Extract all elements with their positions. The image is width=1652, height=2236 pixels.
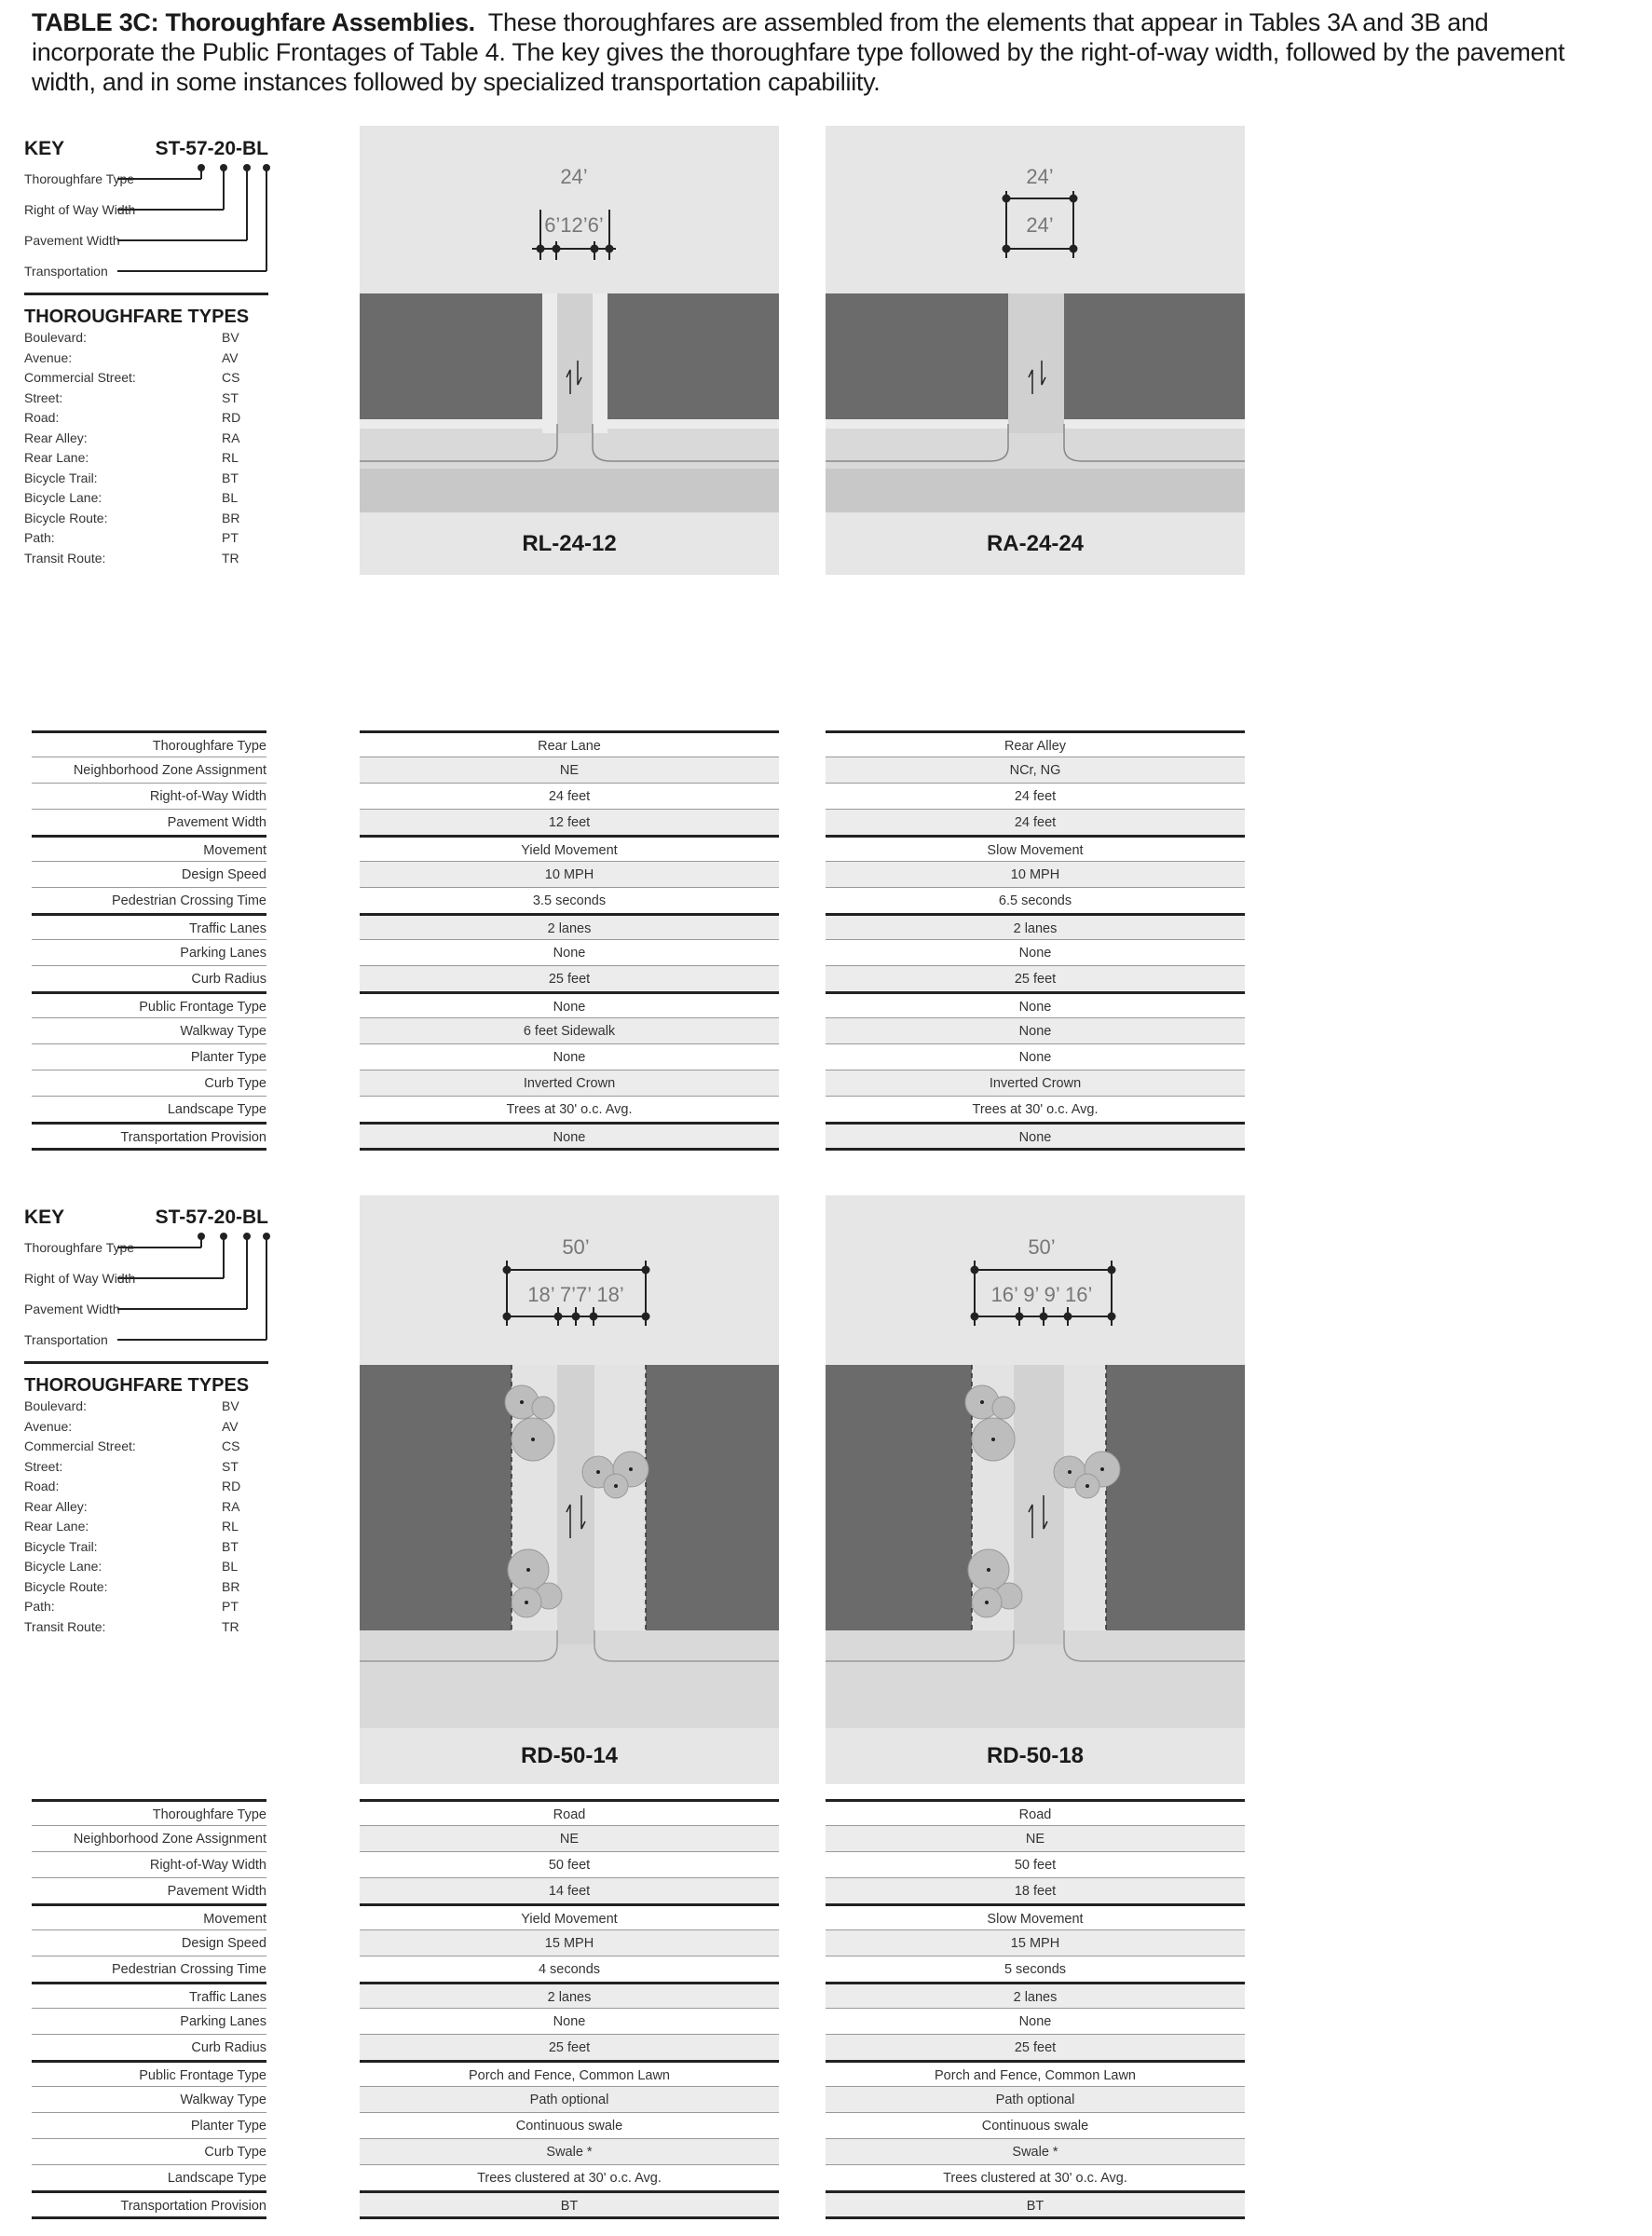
table-cell: Road — [360, 1799, 779, 1825]
table-cell: 15 MPH — [360, 1929, 779, 1956]
type-row — [24, 528, 268, 549]
table-cell: None — [826, 1122, 1245, 1148]
type-name: Bicycle Route: — [24, 1578, 108, 1594]
row-label: Curb Type — [32, 1070, 266, 1096]
table-cell: 2 lanes — [360, 1982, 779, 2008]
table-cell: Trees at 30' o.c. Avg. — [826, 1096, 1245, 1122]
table-cell: Slow Movement — [826, 1903, 1245, 1929]
table-cell: 25 feet — [826, 965, 1245, 991]
row-label: Public Frontage Type — [32, 2060, 266, 2086]
type-row — [24, 1557, 268, 1577]
key-line: Right of Way Width — [24, 202, 136, 217]
table-cell: None — [826, 939, 1245, 965]
type-code: BT — [222, 1538, 239, 1554]
type-name: Avenue: — [24, 1418, 73, 1434]
type-row — [24, 1517, 268, 1537]
row-label: Public Frontage Type — [32, 991, 266, 1017]
key-code: ST-57-20-BL — [155, 1207, 268, 1228]
table-cell: Swale * — [360, 2138, 779, 2164]
table-cell: 10 MPH — [826, 861, 1245, 887]
row-width-label: 50’ — [1028, 1235, 1056, 1259]
row-label: Curb Radius — [32, 965, 266, 991]
type-code: RD — [222, 410, 241, 425]
type-name: Road: — [24, 1479, 60, 1493]
table-cell: 6.5 seconds — [826, 887, 1245, 913]
type-name: Rear Lane: — [24, 1519, 89, 1534]
type-row — [24, 1457, 268, 1478]
table-cell: BT — [360, 2190, 779, 2216]
row-labels — [32, 1799, 266, 2219]
table-cell: None — [360, 1043, 779, 1070]
type-row — [24, 509, 268, 529]
thoroughfare-code: RA-24-24 — [826, 512, 1245, 575]
table-cell: Trees at 30' o.c. Avg. — [360, 1096, 779, 1122]
key-line: Thoroughfare Type — [24, 1240, 135, 1255]
type-row — [24, 549, 268, 569]
type-code: RD — [222, 1479, 241, 1493]
table-header — [32, 7, 1616, 97]
table-cell: 6 feet Sidewalk — [360, 1017, 779, 1043]
type-code: BV — [222, 1398, 239, 1413]
table-cell: None — [360, 2008, 779, 2034]
table-cell: NE — [826, 1825, 1245, 1851]
type-name: Rear Lane: — [24, 450, 89, 465]
table-cell: 25 feet — [826, 2034, 1245, 2060]
table-cell: Slow Movement — [826, 835, 1245, 861]
thoroughfare-code: RD-50-18 — [826, 1728, 1245, 1784]
key-leader-lines — [117, 160, 276, 291]
dimension-area — [360, 1195, 779, 1365]
type-name: Bicycle Lane: — [24, 490, 102, 505]
values-rd-50-14 — [360, 1799, 779, 2219]
table-cell: 50 feet — [826, 1851, 1245, 1877]
pavement-width-label: 24’ — [1026, 213, 1054, 237]
type-name: Bicycle Route: — [24, 510, 108, 525]
table-description: These thoroughfares are assembled from the elements that appear in Tables 3A and 3B and incorporate the Public Frontages of Table 4. The key gives the thoroughfare type followed by the right-of-way width, followed by the pavement width, and in some instances followed by specialized transportation capabiliity. — [32, 8, 1565, 96]
panel-rd-50-18 — [826, 1195, 1245, 1847]
type-name: Street: — [24, 389, 63, 405]
type-row — [24, 348, 268, 369]
type-row — [24, 1597, 268, 1617]
pavement-width-label: 16’ 9’ 9’ 16’ — [990, 1283, 1093, 1306]
type-row — [24, 328, 268, 348]
key-code: ST-57-20-BL — [155, 138, 268, 159]
row-label: Transportation Provision — [32, 2190, 266, 2216]
table-cell: 4 seconds — [360, 1956, 779, 1982]
row-label: Planter Type — [32, 2112, 266, 2138]
row-label: Pedestrian Crossing Time — [32, 887, 266, 913]
row-label: Planter Type — [32, 1043, 266, 1070]
types-title: THOROUGHFARE TYPES — [24, 1375, 250, 1396]
row-label: Pavement Width — [32, 1877, 266, 1903]
type-name: Rear Alley: — [24, 429, 88, 445]
table-title: TABLE 3C: Thoroughfare Assemblies. — [32, 8, 475, 36]
type-row — [24, 429, 268, 449]
thoroughfare-code: RL-24-12 — [360, 512, 779, 575]
table-cell: 24 feet — [826, 783, 1245, 809]
table-cell: 25 feet — [360, 2034, 779, 2060]
table-cell: None — [360, 939, 779, 965]
row-label: Movement — [32, 835, 266, 861]
type-name: Commercial Street: — [24, 1438, 136, 1453]
row-label: Thoroughfare Type — [32, 730, 266, 757]
type-row — [24, 1477, 268, 1497]
type-code: AV — [222, 349, 239, 365]
types-list — [24, 1397, 268, 1637]
type-code: BR — [222, 510, 240, 525]
key-line: Transportation — [24, 1332, 108, 1347]
type-name: Bicycle Trail: — [24, 1538, 98, 1554]
divider — [24, 1361, 268, 1364]
thoroughfare-code: RD-50-14 — [360, 1728, 779, 1784]
table-cell: 18 feet — [826, 1877, 1245, 1903]
type-code: PT — [222, 530, 239, 545]
panel-rl-24-12 — [360, 126, 779, 778]
key-line: Pavement Width — [24, 1302, 120, 1316]
table-cell: 14 feet — [360, 1877, 779, 1903]
type-code: BL — [222, 490, 239, 505]
row-label: Curb Type — [32, 2138, 266, 2164]
table-cell: 3.5 seconds — [360, 887, 779, 913]
type-name: Road: — [24, 410, 60, 425]
type-name: Path: — [24, 530, 55, 545]
table-cell: NE — [360, 1825, 779, 1851]
row-label: Design Speed — [32, 861, 266, 887]
type-row — [24, 448, 268, 469]
table-cell: BT — [826, 2190, 1245, 2216]
values-rd-50-18 — [826, 1799, 1245, 2219]
type-code: BV — [222, 330, 239, 345]
type-name: Street: — [24, 1458, 63, 1474]
row-labels — [32, 730, 266, 1151]
table-cell: 2 lanes — [826, 913, 1245, 939]
table-cell: 12 feet — [360, 809, 779, 835]
table-cell: Porch and Fence, Common Lawn — [826, 2060, 1245, 2086]
type-row — [24, 1437, 268, 1457]
type-code: BT — [222, 470, 239, 485]
type-code: ST — [222, 1458, 239, 1474]
table-cell: None — [826, 2008, 1245, 2034]
table-cell: 15 MPH — [826, 1929, 1245, 1956]
key-leader-lines — [117, 1229, 276, 1359]
row-label: Traffic Lanes — [32, 913, 266, 939]
type-name: Commercial Street: — [24, 370, 136, 385]
key-block — [24, 138, 268, 568]
type-row — [24, 1417, 268, 1438]
row-label: Traffic Lanes — [32, 1982, 266, 2008]
type-code: RA — [222, 429, 240, 445]
table-cell: 50 feet — [360, 1851, 779, 1877]
table-cell: Continuous swale — [360, 2112, 779, 2138]
row-label: Right-of-Way Width — [32, 1851, 266, 1877]
row-label: Walkway Type — [32, 1017, 266, 1043]
type-code: CS — [222, 1438, 240, 1453]
row-label: Neighborhood Zone Assignment — [32, 757, 266, 783]
type-code: RA — [222, 1498, 240, 1514]
type-name: Transit Route: — [24, 1618, 106, 1634]
type-row — [24, 1577, 268, 1598]
row-label: Parking Lanes — [32, 939, 266, 965]
row-width-label: 24’ — [1026, 165, 1054, 188]
table-cell: None — [826, 991, 1245, 1017]
key-title: KEY — [24, 1207, 65, 1228]
type-code: TR — [222, 1618, 239, 1634]
row-label: Landscape Type — [32, 2164, 266, 2190]
table-cell: Swale * — [826, 2138, 1245, 2164]
key-line: Right of Way Width — [24, 1271, 136, 1286]
type-name: Boulevard: — [24, 1398, 87, 1413]
row-label: Neighborhood Zone Assignment — [32, 1825, 266, 1851]
table-cell: NE — [360, 757, 779, 783]
street-plan-overlay — [360, 293, 779, 512]
key-line: Transportation — [24, 264, 108, 279]
type-code: RL — [222, 450, 239, 465]
type-row — [24, 1497, 268, 1518]
row-label: Thoroughfare Type — [32, 1799, 266, 1825]
table-cell: 2 lanes — [360, 913, 779, 939]
row-label: Movement — [32, 1903, 266, 1929]
row-label: Right-of-Way Width — [32, 783, 266, 809]
dimension-area — [360, 126, 779, 293]
table-cell: Porch and Fence, Common Lawn — [360, 2060, 779, 2086]
table-cell: Inverted Crown — [360, 1070, 779, 1096]
street-plan — [826, 1365, 1245, 1728]
type-row — [24, 368, 268, 389]
table-cell: 5 seconds — [826, 1956, 1245, 1982]
row-width-label: 24’ — [560, 165, 588, 188]
table-cell: Rear Lane — [360, 730, 779, 757]
row-label: Transportation Provision — [32, 1122, 266, 1148]
street-plan — [360, 1365, 779, 1728]
row-label: Pedestrian Crossing Time — [32, 1956, 266, 1982]
type-name: Rear Alley: — [24, 1498, 88, 1514]
table-cell: Path optional — [826, 2086, 1245, 2112]
type-code: BL — [222, 1559, 239, 1574]
type-name: Bicycle Trail: — [24, 470, 98, 485]
values-ra-24-24 — [826, 730, 1245, 1151]
key-line: Pavement Width — [24, 233, 120, 248]
pavement-width-label: 18’ 7’7’ 18’ — [527, 1283, 624, 1306]
street-plan — [826, 293, 1245, 512]
table-cell: 24 feet — [826, 809, 1245, 835]
row-label: Curb Radius — [32, 2034, 266, 2060]
panel-ra-24-24 — [826, 126, 1245, 778]
divider — [24, 293, 268, 295]
table-cell: None — [360, 991, 779, 1017]
key-title: KEY — [24, 138, 65, 159]
table-cell: Path optional — [360, 2086, 779, 2112]
pavement-width-label: 6’12’6’ — [544, 213, 604, 237]
type-code: AV — [222, 1418, 239, 1434]
type-row — [24, 1617, 268, 1638]
table-cell: None — [826, 1017, 1245, 1043]
panel-rd-50-14 — [360, 1195, 779, 1847]
table-cell: Trees clustered at 30' o.c. Avg. — [826, 2164, 1245, 2190]
type-code: RL — [222, 1519, 239, 1534]
table-cell: None — [360, 1122, 779, 1148]
type-row — [24, 1537, 268, 1558]
types-list — [24, 328, 268, 568]
row-label: Design Speed — [32, 1929, 266, 1956]
type-name: Path: — [24, 1599, 55, 1614]
type-code: TR — [222, 550, 239, 566]
type-row — [24, 1397, 268, 1417]
type-row — [24, 469, 268, 489]
table-cell: Inverted Crown — [826, 1070, 1245, 1096]
table-cell: Yield Movement — [360, 835, 779, 861]
type-name: Boulevard: — [24, 330, 87, 345]
type-name: Avenue: — [24, 349, 73, 365]
table-cell: None — [826, 1043, 1245, 1070]
type-name: Bicycle Lane: — [24, 1559, 102, 1574]
row-label: Pavement Width — [32, 809, 266, 835]
table-cell: 25 feet — [360, 965, 779, 991]
type-code: CS — [222, 370, 240, 385]
table-cell: NCr, NG — [826, 757, 1245, 783]
table-cell: 2 lanes — [826, 1982, 1245, 2008]
row-label: Landscape Type — [32, 1096, 266, 1122]
values-rl-24-12 — [360, 730, 779, 1151]
type-code: PT — [222, 1599, 239, 1614]
type-row — [24, 488, 268, 509]
type-name: Transit Route: — [24, 550, 106, 566]
key-line: Thoroughfare Type — [24, 171, 135, 186]
row-width-label: 50’ — [562, 1235, 590, 1259]
type-row — [24, 389, 268, 409]
table-cell: Trees clustered at 30' o.c. Avg. — [360, 2164, 779, 2190]
type-row — [24, 408, 268, 429]
table-cell: Continuous swale — [826, 2112, 1245, 2138]
type-code: BR — [222, 1578, 240, 1594]
table-cell: 24 feet — [360, 783, 779, 809]
key-block — [24, 1207, 268, 1637]
type-code: ST — [222, 389, 239, 405]
table-cell: Road — [826, 1799, 1245, 1825]
dimension-area — [826, 1195, 1245, 1365]
row-label: Walkway Type — [32, 2086, 266, 2112]
table-cell: 10 MPH — [360, 861, 779, 887]
types-title: THOROUGHFARE TYPES — [24, 307, 250, 327]
table-cell: Rear Alley — [826, 730, 1245, 757]
dimension-area — [826, 126, 1245, 293]
table-cell: Yield Movement — [360, 1903, 779, 1929]
row-label: Parking Lanes — [32, 2008, 266, 2034]
